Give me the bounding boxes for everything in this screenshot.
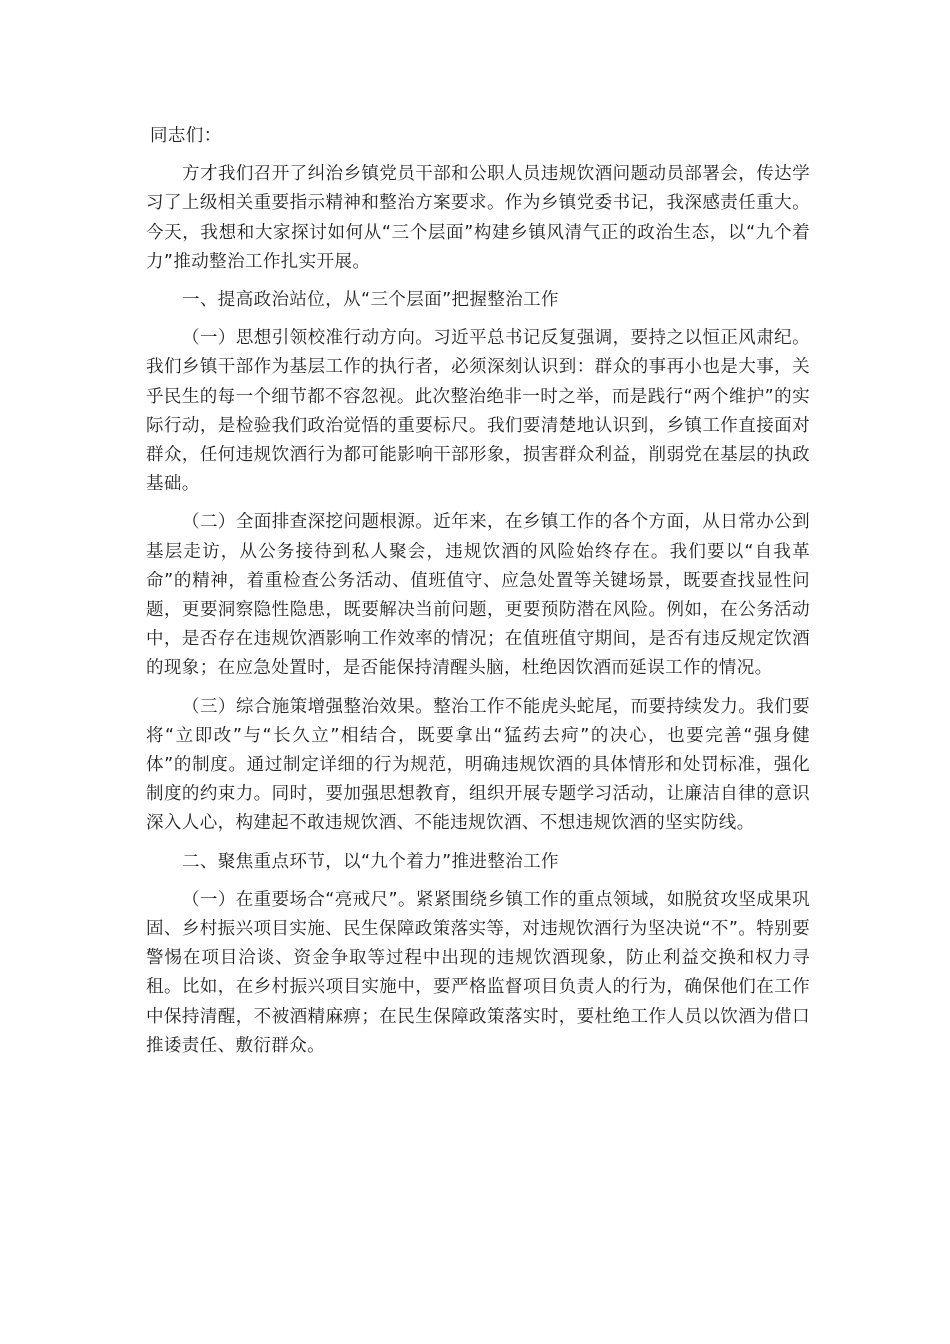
greeting: 同志们： [150, 126, 222, 146]
section-2-heading: 二、聚焦重点环节，以“九个着力”推进整治工作 [182, 851, 559, 872]
intro-paragraph: 方才我们召开了纠治乡镇党员干部和公职人员违规饮酒问题动员部署会，传达学习了上级相关重要指示精神和整治方案要求。作为乡镇党委书记，我深感责任重大。今天，我想和大家探讨如何从“三个层面”构建乡镇风清气正的政治生态，以“九个着力”推动整治工作扎实开展。 [146, 164, 810, 272]
section-2-item-1: （一）在重要场合“亮戒尺”。紧紧围绕乡镇工作的重点领域，如脱贫攻坚成果巩固、乡村振兴项目实施、民生保障政策落实等，对违规饮酒行为坚决说“不”。特别要警惕在项目洽谈、资金争取等过程中出现的违规饮酒现象，防止利益交换和权力寻租。比如，在乡村振兴项目实施中，要严格监督项目负责人的行为，确保他们在工作中保持清醒，不被酒精麻痹；在民生保障政策落实时，要杜绝工作人员以饮酒为借口推诿责任、敷衍群众。 [146, 889, 810, 1056]
document-body [146, 122, 810, 1070]
section-1-item-3: （三）综合施策增强整治效果。整治工作不能虎头蛇尾，而要持续发力。我们要将“立即改”与“长久立”相结合，既要拿出“猛药去疴”的决心，也要完善“强身健体”的制度。通过制定详细的行为规范，明确违规饮酒的具体情形和处罚标准，强化制度的约束力。同时，要加强思想教育，组织开展专题学习活动，让廉洁自律的意识深入人心，构建起不敢违规饮酒、不能违规饮酒、不想违规饮酒的坚实防线。 [146, 696, 810, 834]
section-1-heading: 一、提高政治站位，从“三个层面”把握整治工作 [182, 290, 559, 311]
section-1-item-1: （一）思想引领校准行动方向。习近平总书记反复强调，要持之以恒正风肃纪。我们乡镇干部作为基层工作的执行者，必须深刻认识到：群众的事再小也是大事，关乎民生的每一个细节都不容忽视。此次整治绝非一时之举，而是践行“两个维护”的实际行动，是检验我们政治觉悟的重要标尺。我们要清楚地认识到，乡镇工作直接面对群众，任何违规饮酒行为都可能影响干部形象，损害群众利益，削弱党在基层的执政基础。 [146, 328, 810, 495]
section-1-item-2: （二）全面排查深挖问题根源。近年来，在乡镇工作的各个方面，从日常办公到基层走访，从公务接待到私人聚会，违规饮酒的风险始终存在。我们要以“自我革命”的精神，着重检查公务活动、值班值守、应急处置等关键场景，既要查找显性问题，更要洞察隐性隐患，既要解决当前问题，更要预防潜在风险。例如，在公务活动中，是否存在违规饮酒影响工作效率的情况；在值班值守期间，是否有违反规定饮酒的现象；在应急处置时，是否能保持清醒头脑，杜绝因饮酒而延误工作的情况。 [146, 512, 810, 679]
